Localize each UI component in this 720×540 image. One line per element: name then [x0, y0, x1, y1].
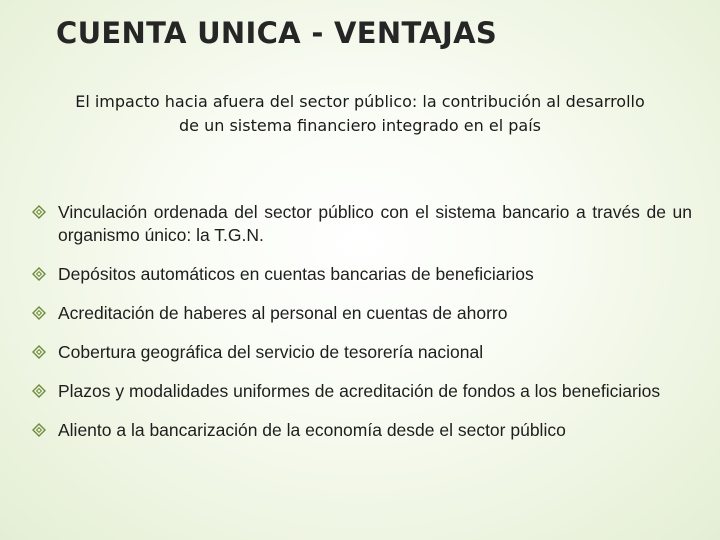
list-item — [32, 380, 692, 403]
diamond-outline-icon — [32, 267, 46, 281]
list-item — [32, 302, 692, 325]
diamond-outline-icon — [32, 306, 46, 320]
diamond-outline-icon — [32, 423, 46, 437]
advantages-list — [32, 201, 692, 442]
list-item — [32, 341, 692, 364]
diamond-outline-icon — [32, 345, 46, 359]
subtitle-line-1: El impacto hacia afuera del sector público: la contribución al desarrollo — [75, 92, 645, 111]
diamond-outline-icon — [32, 205, 46, 219]
list-item-text: Cobertura geográfica del servicio de tesorería nacional — [58, 342, 484, 362]
slide-subtitle — [10, 90, 710, 138]
subtitle-line-2: de un sistema financiero integrado en el país — [179, 116, 541, 135]
list-item-text: Aliento a la bancarización de la economía desde el sector público — [58, 420, 566, 440]
list-item — [32, 419, 692, 442]
slide-title: CUENTA UNICA - VENTAJAS — [56, 16, 498, 50]
diamond-outline-icon — [32, 384, 46, 398]
list-item-text: Vinculación ordenada del sector público con el sistema bancario a través de un organismo único: la T.G.N. — [58, 202, 692, 245]
list-item-text: Acreditación de haberes al personal en cuentas de ahorro — [58, 303, 508, 323]
list-item — [32, 263, 692, 286]
list-item — [32, 201, 692, 247]
list-item-text: Plazos y modalidades uniformes de acreditación de fondos a los beneficiarios — [58, 381, 661, 401]
list-item-text: Depósitos automáticos en cuentas bancarias de beneficiarios — [58, 264, 534, 284]
